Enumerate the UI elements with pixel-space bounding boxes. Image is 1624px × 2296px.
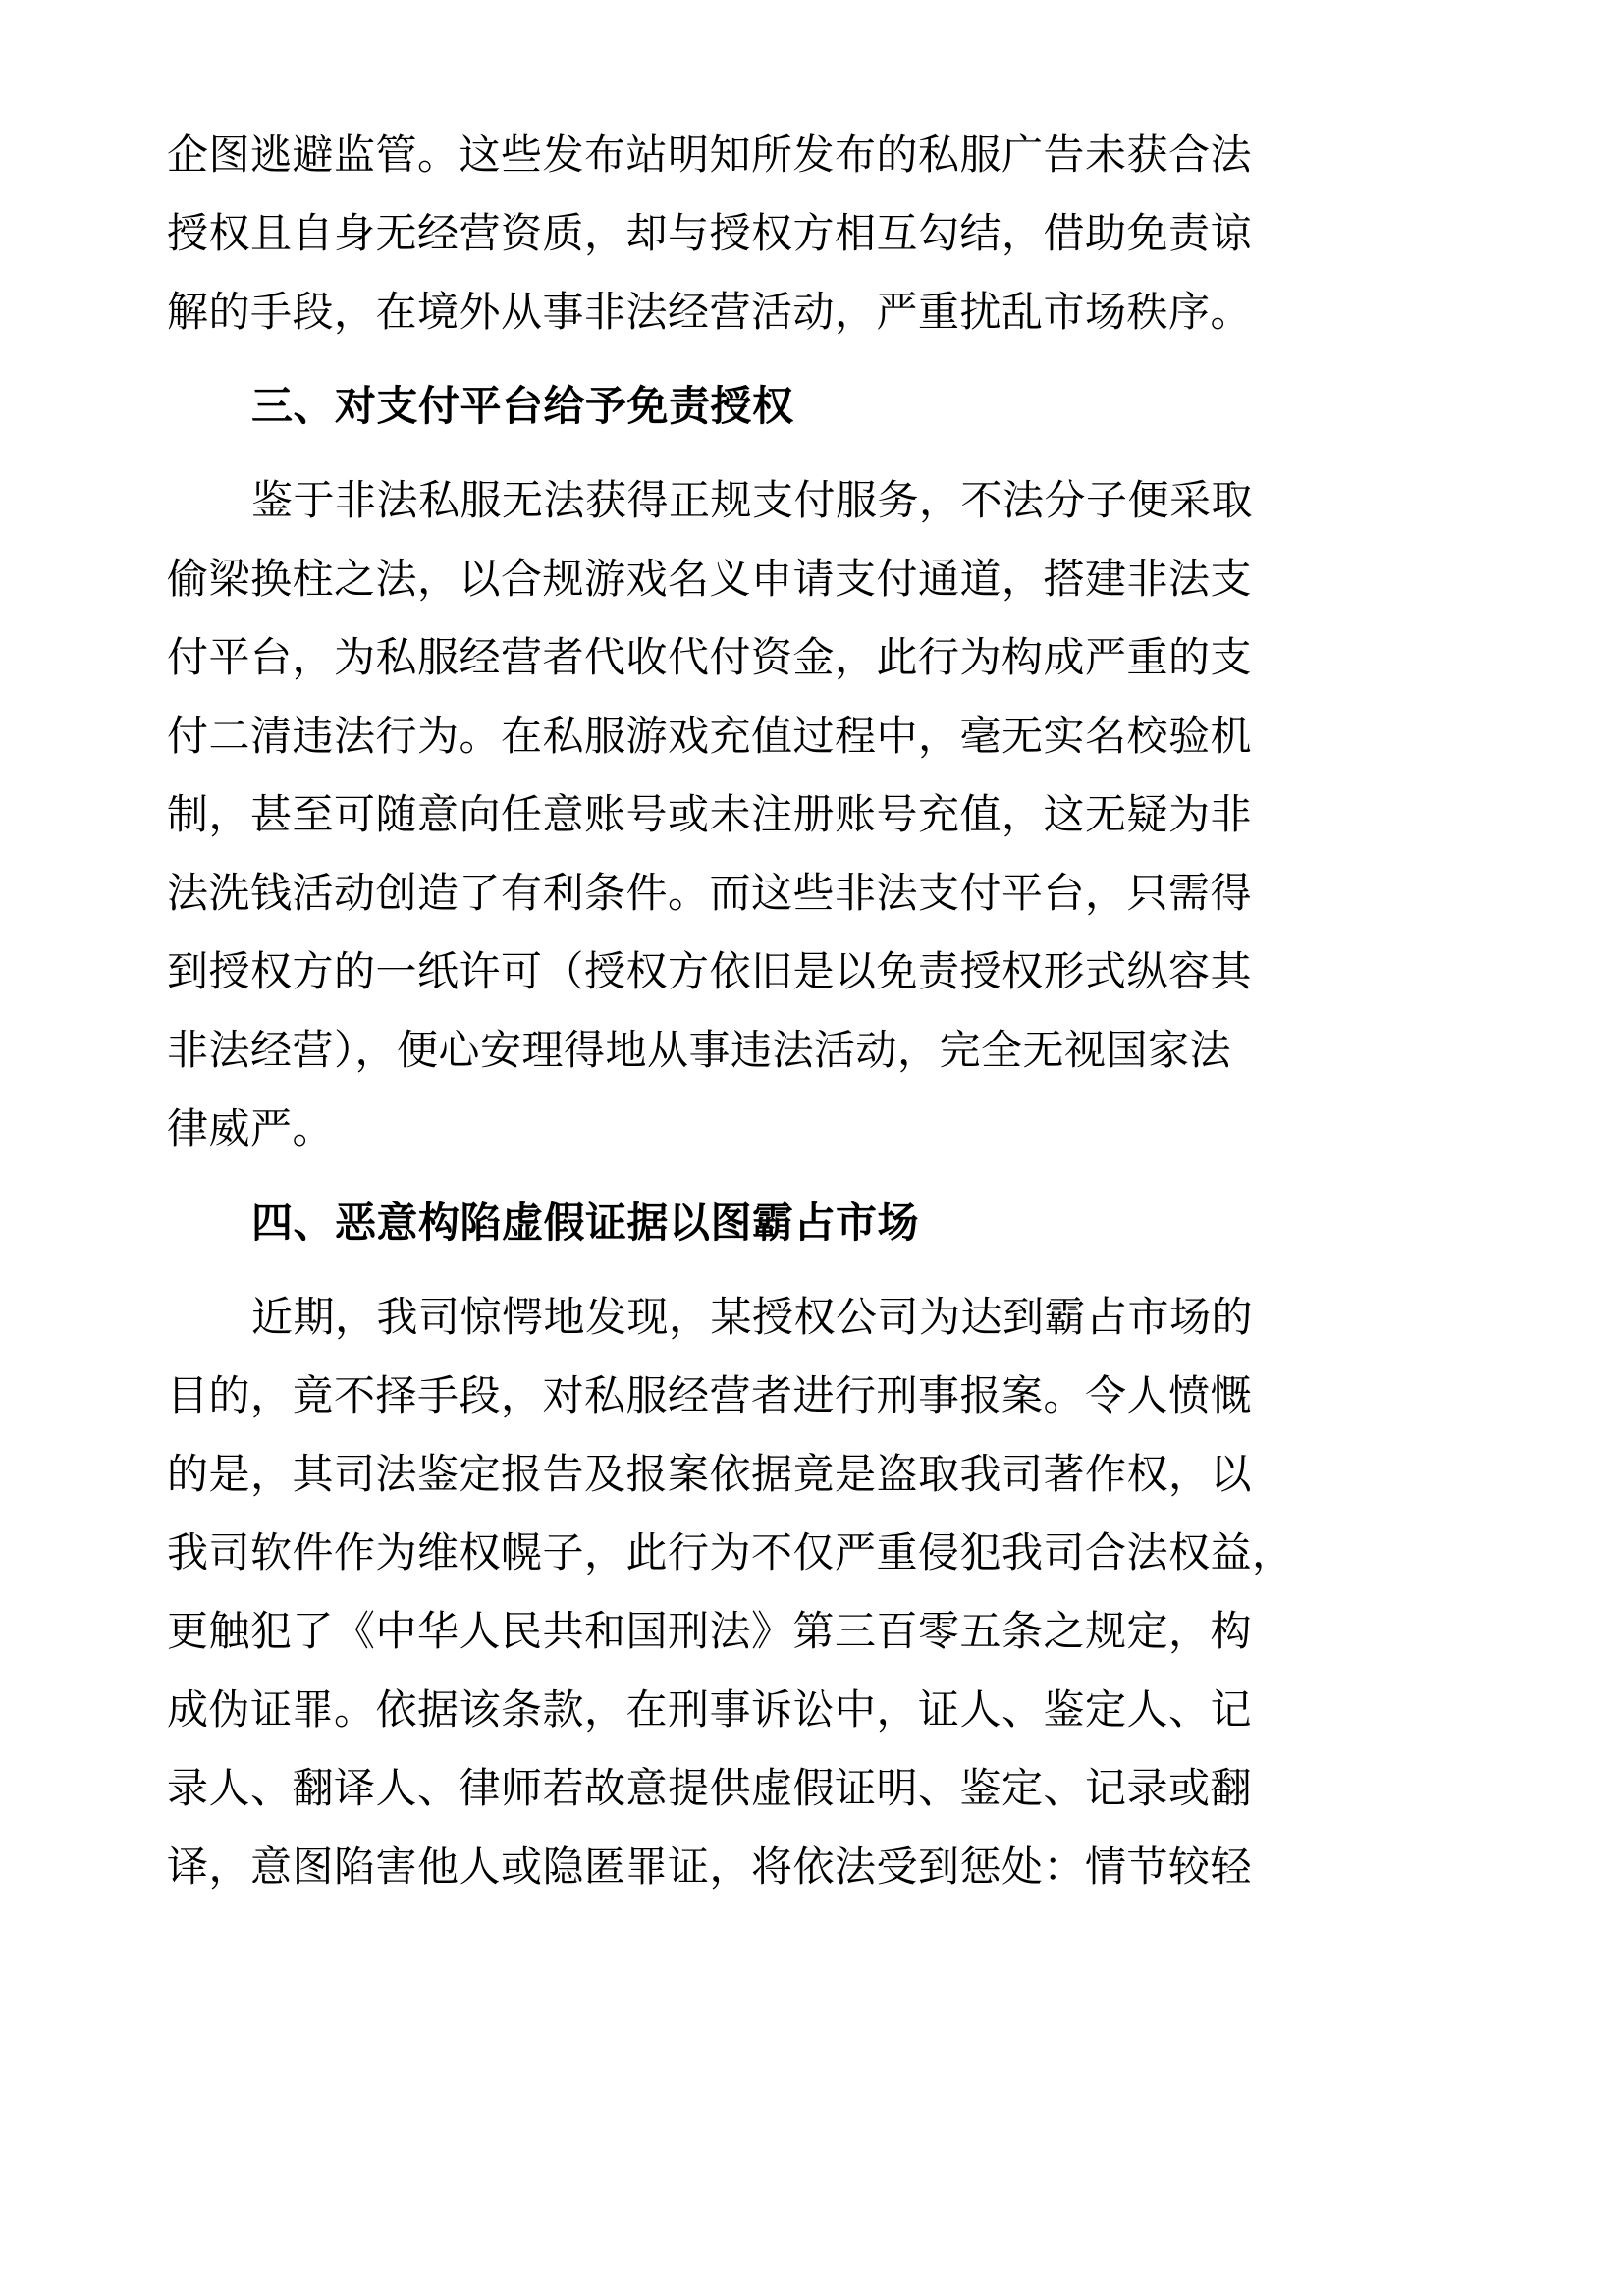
text-line: 鉴于非法私服无法获得正规支付服务，不法分子便采取: [251, 476, 1254, 524]
text-line: 到授权方的一纸许可（授权方依旧是以免责授权形式纵容其: [167, 947, 1253, 995]
paragraph-section-four-body: [167, 1278, 1455, 1906]
text-line: 解的手段，在境外从事非法经营活动，严重扰乱市场秩序。: [167, 288, 1253, 336]
heading-line: 三、对支付平台给予免责授权: [251, 382, 794, 430]
document-body: [167, 116, 1455, 1906]
text-line: 成伪证罪。依据该条款，在刑事诉讼中，证人、鉴定人、记: [167, 1685, 1253, 1734]
text-line: 我司软件作为维权幌子，此行为不仅严重侵犯我司合法权益，: [167, 1528, 1294, 1576]
text-line: 法洗钱活动创造了有利条件。而这些非法支付平台，只需得: [167, 869, 1253, 917]
heading-section-four: [167, 1184, 1455, 1262]
text-line: 企图逃避监管。这些发布站明知所发布的私服广告未获合法: [167, 131, 1253, 179]
text-line: 目的，竟不择手段，对私服经营者进行刑事报案。令人愤慨: [167, 1371, 1253, 1419]
text-line: 非法经营），便心安理得地从事违法活动，完全无视国家法: [167, 1026, 1232, 1074]
text-line: 译，意图陷害他人或隐匿罪证，将依法受到惩处：情节较轻: [167, 1842, 1253, 1891]
text-line: 录人、翻译人、律师若故意提供虚假证明、鉴定、记录或翻: [167, 1764, 1253, 1812]
paragraph-section-three-body: [167, 461, 1455, 1168]
heading-line: 四、恶意构陷虚假证据以图霸占市场: [251, 1199, 920, 1247]
text-line: 偷梁换柱之法，以合规游戏名义申请支付通道，搭建非法支: [167, 555, 1253, 603]
heading-section-three: [167, 367, 1455, 446]
text-line: 更触犯了《中华人民共和国刑法》第三百零五条之规定，构: [167, 1607, 1253, 1655]
text-line: 授权且自身无经营资质，却与授权方相互勾结，借助免责谅: [167, 209, 1253, 257]
paragraph-continued-from-previous-page: [167, 116, 1455, 351]
text-line: 付二清违法行为。在私服游戏充值过程中，毫无实名校验机: [167, 712, 1253, 760]
text-line: 律威严。: [167, 1104, 335, 1152]
text-line: 的是，其司法鉴定报告及报案依据竟是盗取我司著作权，以: [167, 1450, 1253, 1498]
text-line: 制，甚至可随意向任意账号或未注册账号充值，这无疑为非: [167, 790, 1253, 838]
text-line: 近期，我司惊愕地发现，某授权公司为达到霸占市场的: [251, 1293, 1254, 1341]
text-line: 付平台，为私服经营者代收代付资金，此行为构成严重的支: [167, 633, 1253, 681]
